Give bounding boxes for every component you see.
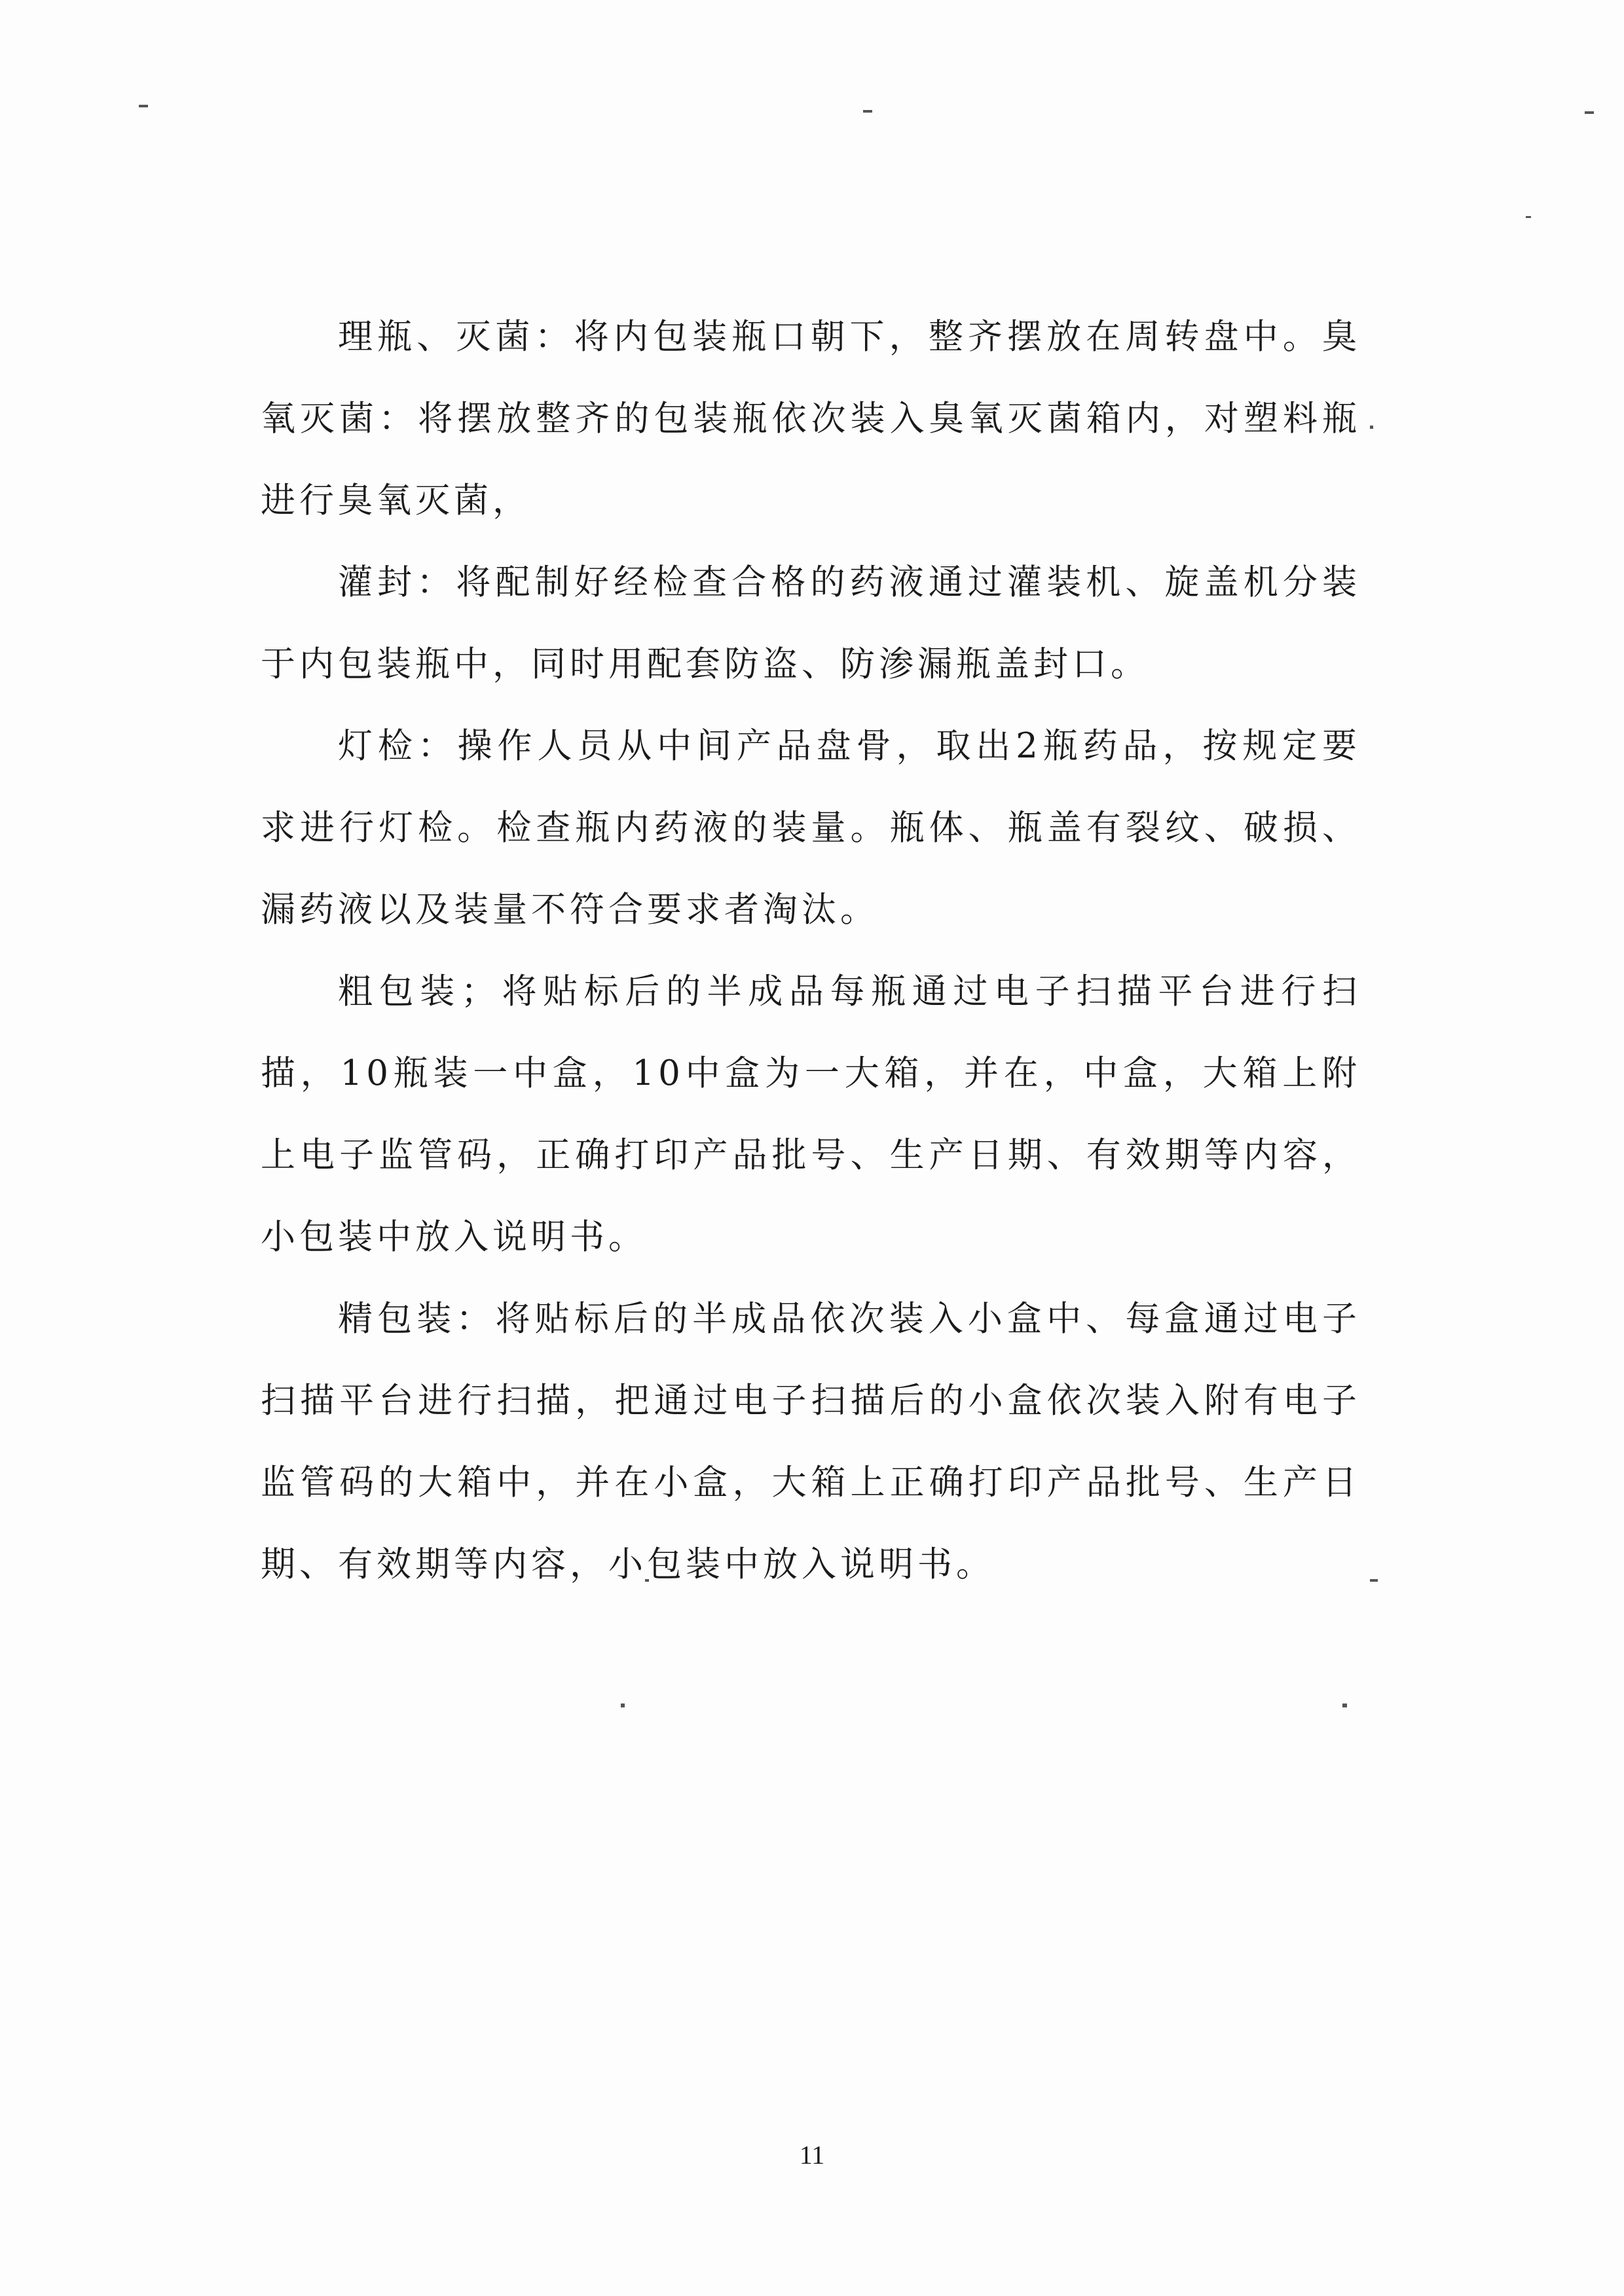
paragraph-fine-packaging: 精包装：将贴标后的半成品依次装入小盒中、每盒通过电子扫描平台进行扫描，把通过电子扫描后的小盒依次装入附有电子监管码的大箱中，并在小盒，大箱上正确打印产品批号、生产日期、有效期等内容，小包装中放入说明书。 (261, 1299, 1361, 1584)
scan-speck (621, 1704, 625, 1707)
scan-speck (1526, 216, 1531, 218)
scan-speck (1370, 426, 1373, 429)
scan-speck (1342, 1704, 1347, 1707)
page-number: 11 (799, 2140, 825, 2170)
paragraph-filling-sealing: 灌封：将配制好经检查合格的药液通过灌装机、旋盖机分装于内包装瓶中，同时用配套防盗、防渗漏瓶盖封口。 (261, 562, 1361, 684)
paragraph-sterilization: 理瓶、灭菌：将内包装瓶口朝下，整齐摆放在周转盘中。臭氧灭菌：将摆放整齐的包装瓶依次装入臭氧灭菌箱内，对塑料瓶进行臭氧灭菌， (261, 317, 1361, 520)
body-text (261, 296, 1361, 1605)
scan-speck (139, 105, 148, 107)
scan-speck (1585, 111, 1594, 114)
paragraph-light-inspection: 灯检：操作人员从中间产品盘骨，取出2瓶药品，按规定要求进行灯检。检查瓶内药液的装量。瓶体、瓶盖有裂纹、破损、漏药液以及装量不符合要求者淘汰。 (261, 726, 1361, 930)
paragraph-rough-packaging: 粗包装；将贴标后的半成品每瓶通过电子扫描平台进行扫描，10瓶装一中盒，10中盒为一大箱，并在，中盒，大箱上附上电子监管码，正确打印产品批号、生产日期、有效期等内容，小包装中放入说明书。 (261, 972, 1361, 1257)
scan-speck (1370, 1579, 1378, 1582)
scan-speck (863, 110, 872, 113)
